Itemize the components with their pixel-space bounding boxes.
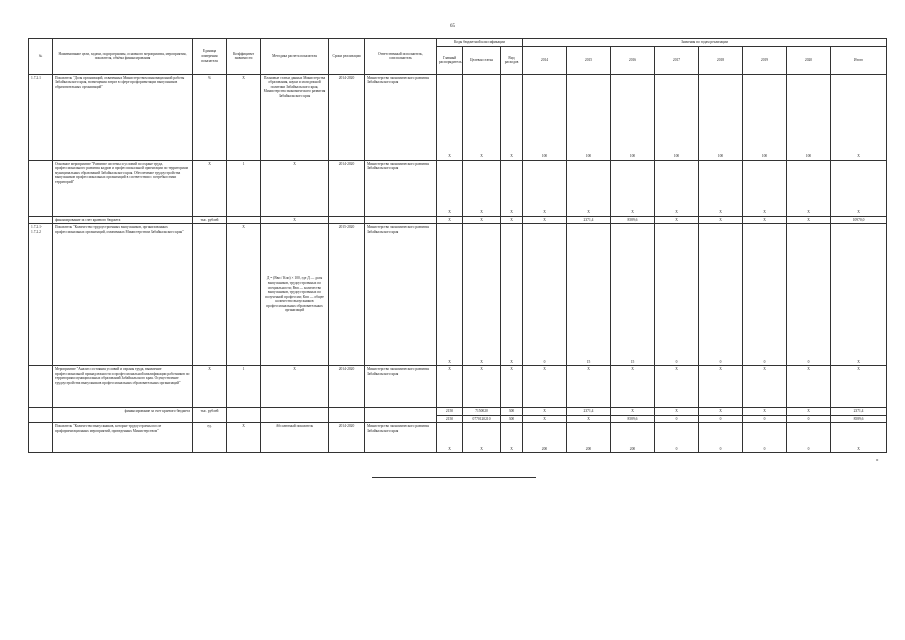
financing-row [29, 216, 887, 224]
row-val: 8589,6 [611, 216, 655, 224]
row-code-3: X [501, 160, 523, 216]
row-val: X [567, 415, 611, 423]
row-unit: % [193, 74, 227, 160]
row-num: 1.7.2.1-1.7.2.2 [29, 224, 53, 366]
row-code-1: 2150 [437, 408, 463, 416]
col-name: Наименование цели, задачи, подпрограммы, основного мероприятия, мероприятия, показателя, объёма финансирования [53, 39, 193, 75]
row-val: 100 [655, 74, 699, 160]
row-val: X [743, 160, 787, 216]
row-total: 10970,0 [831, 216, 887, 224]
table-row [29, 224, 887, 366]
year-2017: 2017 [655, 46, 699, 74]
row-val: X [523, 366, 567, 408]
row-unit: ед. [193, 423, 227, 453]
col-exec: Ответственный исполнитель, соисполнитель [365, 39, 437, 75]
row-val: X [743, 366, 787, 408]
row-term: 2014-2020 [329, 74, 365, 160]
row-code-3: X [501, 224, 523, 366]
year-2014: 2014 [523, 46, 567, 74]
row-code-3: X [501, 366, 523, 408]
row-method: Д = (Ввп / Кпп) × 100, где Д — доля выпускников, трудоустроенных по специальности; Ввп — количество выпускников, трудоустроенных по полученной профессии; Кпп — общее количество выпускников профессиональных образовательных организаций [261, 224, 329, 366]
footer-divider [372, 477, 536, 478]
row-code-2: X [463, 366, 501, 408]
row-code-3: 300 [501, 415, 523, 423]
row-term [329, 216, 365, 224]
row-val: X [743, 408, 787, 416]
row-unit [193, 224, 227, 366]
row-val: X [787, 366, 831, 408]
row-code-3: 300 [501, 408, 523, 416]
row-code-3: X [501, 216, 523, 224]
row-method [261, 408, 329, 423]
table-row [29, 366, 887, 408]
row-val: X [611, 408, 655, 416]
row-unit: X [193, 160, 227, 216]
header-row-1 [29, 39, 887, 47]
code-admin: Главный распорядитель [437, 46, 463, 74]
row-code-2: X [463, 423, 501, 453]
row-total: X [831, 74, 887, 160]
row-val: 0 [743, 415, 787, 423]
col-coef: Коэффициент значимости [227, 39, 261, 75]
row-val: X [567, 160, 611, 216]
row-val: 0 [699, 415, 743, 423]
row-name: финансирование за счет краевого бюджета [53, 216, 193, 224]
row-exec [365, 408, 437, 423]
row-val: 0 [743, 423, 787, 453]
row-val: X [787, 160, 831, 216]
row-val: 200 [611, 423, 655, 453]
row-val: X [699, 366, 743, 408]
row-name: Мероприятие "Анализ состояния условий и охраны труда, выявление профессиональной принадлежности и профессиональной квалификации работников по территориям муниципальных образований Забайкальского края. Осуществление трудоустройства выпускников профессиональных образовательных организаций" [53, 366, 193, 408]
code-type: Вид расходов [501, 46, 523, 74]
row-method: X [261, 366, 329, 408]
row-method: X [261, 216, 329, 224]
row-code-1: X [437, 216, 463, 224]
row-val: 0 [523, 224, 567, 366]
row-code-2: 0770120210 [463, 415, 501, 423]
row-val: X [523, 408, 567, 416]
row-val: 200 [567, 423, 611, 453]
row-exec: Министерство экономического развития Забайкальского края [365, 224, 437, 366]
row-name: Показатель "Количество выпускников, которые трудоустроены после профориентационных мероприятий, проведенных Министерством" [53, 423, 193, 453]
row-val: 0 [787, 224, 831, 366]
row-term: 2014-2020 [329, 423, 365, 453]
row-val: X [611, 366, 655, 408]
row-unit: тыс. рублей [193, 216, 227, 224]
financing-row [29, 408, 887, 416]
table-row [29, 423, 887, 453]
row-val: 0 [655, 224, 699, 366]
row-val: 0 [787, 423, 831, 453]
row-method: Плановые статьи данных Министерства образования, науки и молодежной политики Забайкальского края, Министерства экономического развития Забайкальского края [261, 74, 329, 160]
row-coef: X [227, 224, 261, 366]
row-val: 15 [567, 224, 611, 366]
row-code-2: X [463, 74, 501, 160]
row-val: X [699, 160, 743, 216]
page-number: 65 [450, 24, 455, 29]
row-val: X [655, 216, 699, 224]
row-val: 200 [523, 423, 567, 453]
row-val: X [787, 216, 831, 224]
row-val: X [655, 160, 699, 216]
row-total: X [831, 423, 887, 453]
row-code-2: 7150020 [463, 408, 501, 416]
group-values: Значения по годам реализации [523, 39, 887, 47]
row-term: 2015-2020 [329, 224, 365, 366]
row-num [29, 408, 53, 423]
col-num: № [29, 39, 53, 75]
row-num [29, 366, 53, 408]
row-code-1: X [437, 366, 463, 408]
row-total: X [831, 224, 887, 366]
row-num [29, 423, 53, 453]
year-2015: 2015 [567, 46, 611, 74]
group-codes: Коды бюджетной классификации [437, 39, 523, 47]
program-table [28, 38, 887, 453]
row-code-1: X [437, 224, 463, 366]
row-exec: Министерство экономического развития Забайкальского края [365, 423, 437, 453]
year-2018: 2018 [699, 46, 743, 74]
continuation-mark: » [876, 458, 879, 463]
row-exec: Министерство экономического развития Забайкальского края [365, 366, 437, 408]
row-term: 2014-2020 [329, 160, 365, 216]
row-val: X [655, 408, 699, 416]
row-val: 0 [743, 224, 787, 366]
row-val: X [567, 366, 611, 408]
row-unit: X [193, 366, 227, 408]
col-method: Методика расчета показателя [261, 39, 329, 75]
row-val: 15 [611, 224, 655, 366]
row-unit: тыс. рублей [193, 408, 227, 423]
table-row [29, 160, 887, 216]
row-exec [365, 216, 437, 224]
row-code-2: X [463, 216, 501, 224]
row-val: 0 [655, 415, 699, 423]
row-val: X [787, 408, 831, 416]
row-name: Показатель "Доля организаций, охваченных Министерством инновационной работы Забайкальского края, возмещения затрат в сфере профориентации выпускников образовательных организаций" [53, 74, 193, 160]
row-val: 2371,4 [567, 408, 611, 416]
year-2019: 2019 [743, 46, 787, 74]
row-val: 0 [699, 423, 743, 453]
row-val: 2371,4 [567, 216, 611, 224]
row-total: 8589,6 [831, 415, 887, 423]
row-code-1: X [437, 74, 463, 160]
row-code-1: X [437, 160, 463, 216]
row-val: 100 [743, 74, 787, 160]
row-code-3: X [501, 74, 523, 160]
row-total: X [831, 366, 887, 408]
year-2016: 2016 [611, 46, 655, 74]
row-term [329, 408, 365, 423]
row-name: Показатель "Количество трудоустроенных выпускников, организованных профессиональных организаций, охваченных Министерством Забайкальского края" [53, 224, 193, 366]
col-unit: Единица измерения показателя [193, 39, 227, 75]
row-val: X [699, 408, 743, 416]
row-term: 2014-2020 [329, 366, 365, 408]
row-coef: X [227, 74, 261, 160]
table-row [29, 74, 887, 160]
row-val: 100 [699, 74, 743, 160]
row-num [29, 160, 53, 216]
row-coef: X [227, 423, 261, 453]
row-val: 100 [611, 74, 655, 160]
row-code-1: X [437, 423, 463, 453]
row-coef [227, 216, 261, 224]
code-func: Целевая статья [463, 46, 501, 74]
row-val: 0 [655, 423, 699, 453]
row-val: 100 [567, 74, 611, 160]
row-val: 0 [787, 415, 831, 423]
row-total: X [831, 160, 887, 216]
year-2020: 2020 [787, 46, 831, 74]
row-exec: Министерство экономического развития Забайкальского края [365, 160, 437, 216]
row-val: X [523, 216, 567, 224]
row-coef [227, 408, 261, 423]
row-name: финансирование за счет краевого бюджета [53, 408, 193, 423]
row-code-3: X [501, 423, 523, 453]
row-coef: 1 [227, 366, 261, 408]
row-num [29, 216, 53, 224]
row-method: Абсолютный показатель [261, 423, 329, 453]
col-term: Сроки реализации [329, 39, 365, 75]
row-name: Основное мероприятие "Развитие системы и условий по охране труда, профессионального развития кадров и профессиональной ориентации по территориям муниципальных образований Забайкальского края. Обеспечение трудоустройства выпускников профессиональных организаций в соответствии с потребностями территорий" [53, 160, 193, 216]
row-val: X [743, 216, 787, 224]
row-val: 100 [787, 74, 831, 160]
row-val: 100 [523, 74, 567, 160]
row-val: X [523, 160, 567, 216]
row-val: X [523, 415, 567, 423]
row-exec: Министерство экономического развития Забайкальского края [365, 74, 437, 160]
row-method: X [261, 160, 329, 216]
row-num: 1.7.2.1 [29, 74, 53, 160]
col-total: Итого [831, 46, 887, 74]
row-val: X [655, 366, 699, 408]
row-val: 8589,6 [611, 415, 655, 423]
row-code-2: X [463, 224, 501, 366]
row-val: 0 [699, 224, 743, 366]
row-total: 2371,4 [831, 408, 887, 416]
row-coef: 1 [227, 160, 261, 216]
row-code-1: 2150 [437, 415, 463, 423]
row-code-2: X [463, 160, 501, 216]
row-val: X [611, 160, 655, 216]
row-val: X [699, 216, 743, 224]
